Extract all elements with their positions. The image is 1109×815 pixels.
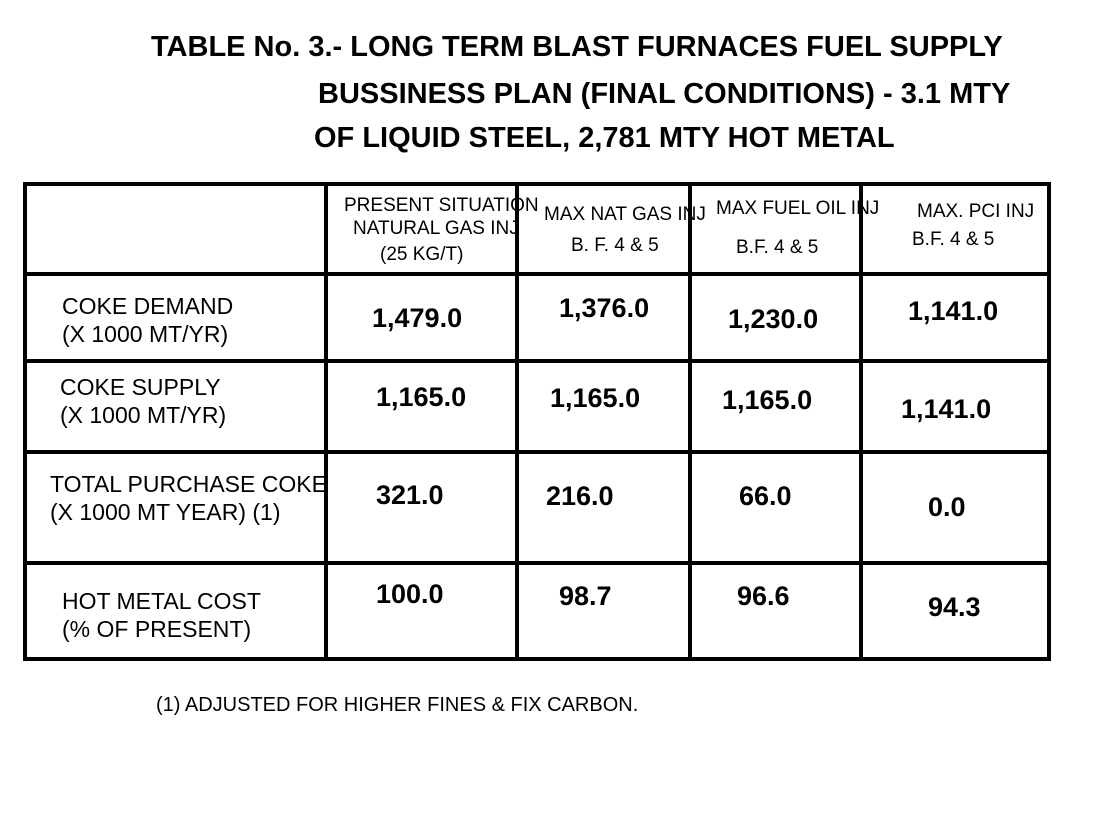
- column-header-present-line-2: NATURAL GAS INJ: [353, 218, 519, 239]
- table-divider-row-3: [23, 561, 1051, 565]
- table-cell: 1,376.0: [559, 293, 650, 323]
- row-label-hot-metal-cost: [62, 587, 261, 643]
- table-title-line-1: TABLE No. 3.- LONG TERM BLAST FURNACES FUEL SUPPLY: [151, 31, 1003, 63]
- table-cell: 1,141.0: [908, 296, 999, 326]
- table-column-divider-4: [859, 182, 863, 661]
- column-header-max-fuel-oil-line-2: B.F. 4 & 5: [736, 237, 819, 258]
- row-label-total-purchase-coke: [50, 470, 327, 526]
- column-header-present-line-3: (25 KG/T): [380, 244, 464, 265]
- table-title-line-3: OF LIQUID STEEL, 2,781 MTY HOT METAL: [314, 122, 895, 154]
- table-border-bottom: [23, 657, 1051, 661]
- table-column-divider-2: [515, 182, 519, 661]
- table-title-line-2: BUSSINESS PLAN (FINAL CONDITIONS) - 3.1 MTY: [318, 78, 1011, 110]
- row-label-line-2: (X 1000 MT/YR): [60, 402, 227, 428]
- table-column-divider-3: [688, 182, 692, 661]
- row-label-line-2: (X 1000 MT YEAR) (1): [50, 499, 281, 525]
- table-cell: 1,141.0: [901, 394, 992, 424]
- column-header-max-pci-line-2: B.F. 4 & 5: [912, 229, 995, 250]
- table-cell: 1,165.0: [550, 383, 641, 413]
- row-label-line-1: COKE SUPPLY: [60, 374, 221, 400]
- table-cell: 1,230.0: [728, 304, 819, 334]
- table-footnote: (1) ADJUSTED FOR HIGHER FINES & FIX CARBON.: [156, 694, 639, 716]
- row-label-line-2: (% OF PRESENT): [62, 616, 252, 642]
- table-cell: 100.0: [376, 579, 444, 609]
- row-label-line-1: COKE DEMAND: [62, 293, 234, 319]
- row-label-line-1: HOT METAL COST: [62, 588, 261, 614]
- table-cell: 1,165.0: [376, 382, 467, 412]
- column-header-max-fuel-oil-line-1: MAX FUEL OIL INJ: [716, 198, 880, 219]
- table-cell: 216.0: [546, 481, 614, 511]
- row-label-line-1: TOTAL PURCHASE COKE: [50, 471, 327, 497]
- table-divider-row-1: [23, 359, 1051, 363]
- table-cell: 1,165.0: [722, 385, 813, 415]
- table-cell: 321.0: [376, 480, 444, 510]
- table-cell: 98.7: [559, 581, 612, 611]
- column-header-max-nat-gas-line-1: MAX NAT GAS INJ: [544, 204, 706, 225]
- column-header-max-nat-gas-line-2: B. F. 4 & 5: [571, 235, 659, 256]
- table-border-left: [23, 182, 27, 661]
- table-column-divider-1: [324, 182, 328, 661]
- table-cell: 1,479.0: [372, 303, 463, 333]
- table-cell: 66.0: [739, 481, 792, 511]
- table-cell: 0.0: [928, 492, 966, 522]
- table-divider-row-2: [23, 450, 1051, 454]
- column-header-present-line-1: PRESENT SITUATION: [344, 195, 539, 216]
- table-cell: 94.3: [928, 592, 981, 622]
- column-header-max-pci-line-1: MAX. PCI INJ: [917, 201, 1035, 222]
- table-border-right: [1047, 182, 1051, 661]
- table-border-top: [23, 182, 1051, 186]
- row-label-coke-supply: [60, 373, 226, 429]
- table-cell: 96.6: [737, 581, 790, 611]
- table-divider-header: [23, 272, 1051, 276]
- row-label-line-2: (X 1000 MT/YR): [62, 321, 229, 347]
- row-label-coke-demand: [62, 292, 233, 348]
